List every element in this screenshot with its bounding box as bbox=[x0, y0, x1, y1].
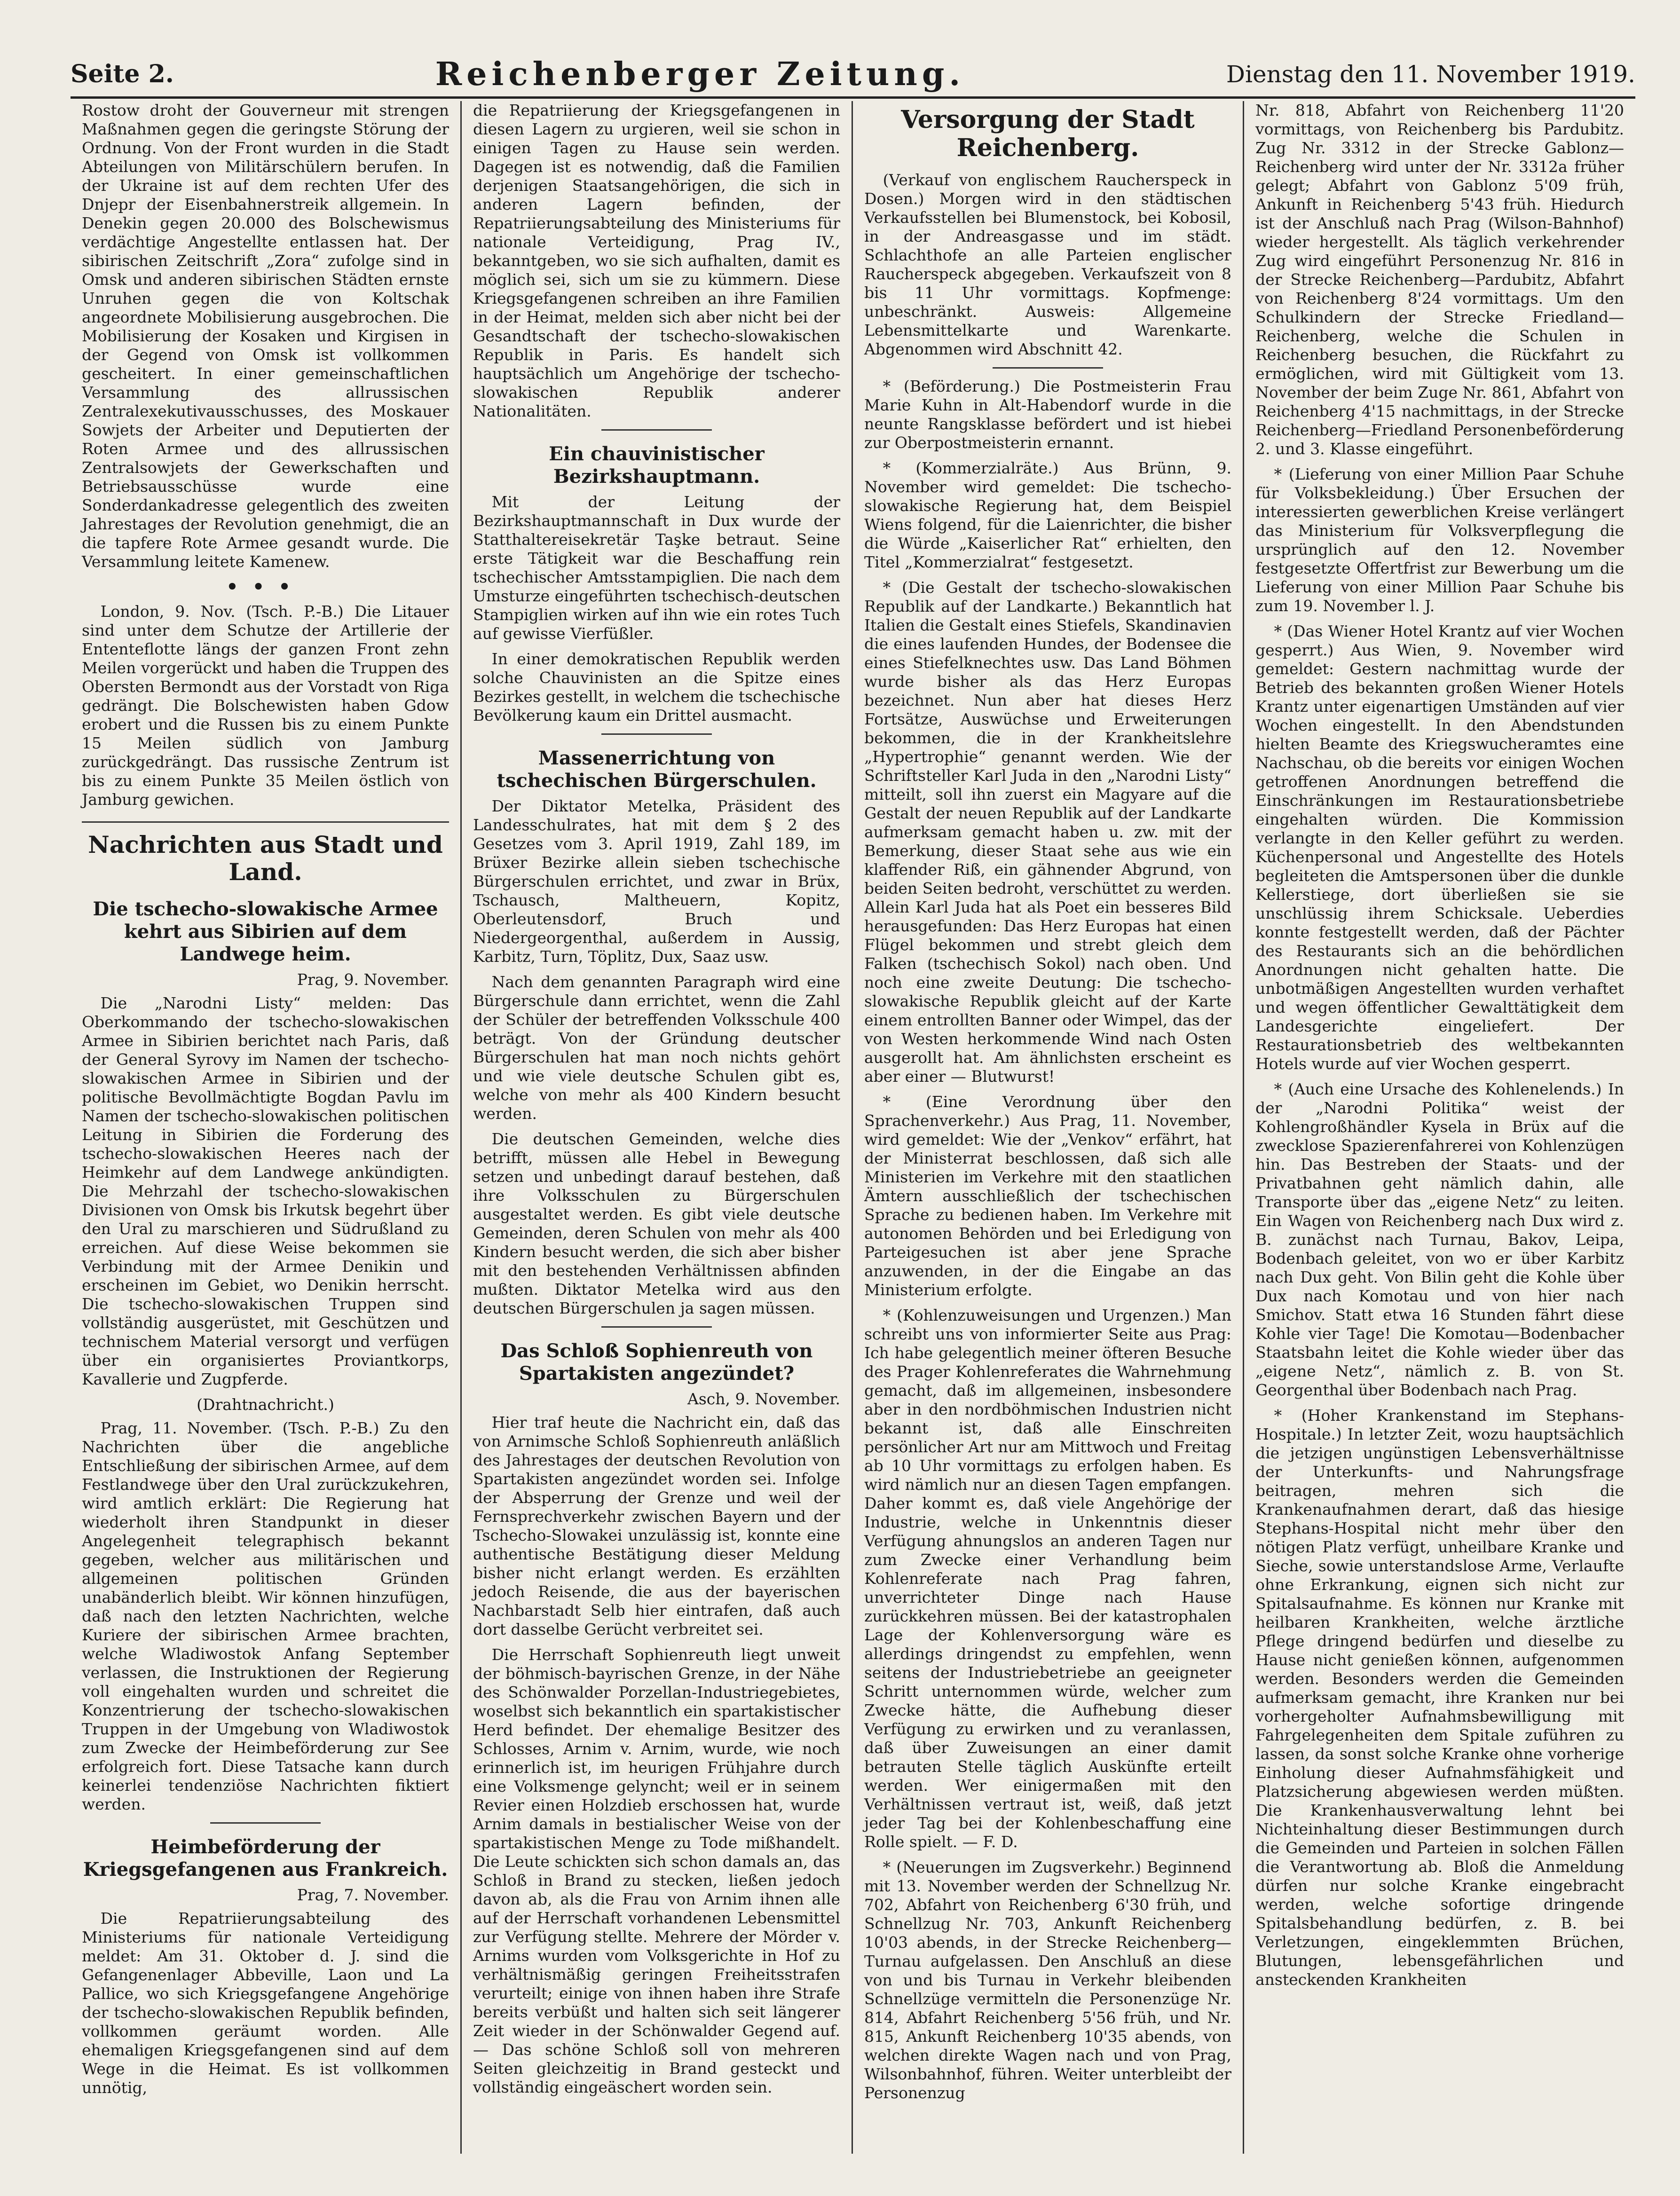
masthead-title: Reichenberger Zeitung. bbox=[435, 55, 965, 93]
article-paragraph: * (Kohlenzuweisungen und Urgenzen.) Man schreibt uns von informierter Seite aus Prag: Ich habe gelegentlich meiner öfteren Besuche des Prager Kohlenreferates die Wahrnehmung gemacht, daß im allgemeinen, insbesondere aber in den nordböhmischen Industrien nicht bekannt ist, daß alle Einschreiten persönlicher Art nur am Mittwoch und Freitag ab 10 Uhr vormittags zu erfolgen haben. Es wird nämlich nur an diesen Tagen empfangen. Daher kommt es, daß viele Angehörige der Industrie, welche in Unkenntnis dieser Verfügung ahnungslos an anderen Tagen nur zum Zwecke einer Verhandlung beim Kohlenreferate nach Prag fahren, unverrichteter Dinge nach Hause zurückkehren müssen. Bei der katastrophalen Lage der Kohlenversorgung wäre es allerdings dringendst zu empfehlen, wenn seitens der Industriebetriebe an geeigneter Schritt unternommen würde, welcher zum Zwecke hätte, die Aufhebung dieser Verfügung zu erwirken und zu veranlassen, daß über Zuweisungen an einer damit betrauten Stelle täglich Auskünfte erteilt werden. Wer einigermaßen mit den Verhältnissen vertraut ist, weiß, daß jetzt jeder Tag bei der Kohlenbeschaffung eine Rolle spielt. — F. D. bbox=[864, 1306, 1231, 1851]
article-paragraph: Rostow droht der Gouverneur mit strengen Maßnahmen gegen die geringste Störung der Ordnung. Von der Front wurden in die Stadt Abteilungen von Militärschülern berufen. In der Ukraine ist auf dem rechten Ufer des Dnjepr der Eisenbahnerstreik allgemein. In Denekin gegen 20.000 des Bolschewismus verdächtige Angestellte entlassen hat. Der sibirischen Zeitschrift „Zora“ zufolge sind in Omsk und anderen sibirischen Städten ernste Unruhen gegen die von Koltschak angeordnete Mobilisierung ausgebrochen. Die Mobilisierung der Kosaken und Kirgisen in der Gegend von Omsk ist vollkommen gescheitert. In einer gemeinschaftlichen Versammlung des allrussischen Zentralexekutivausschusses, des Moskauer Sowjets der Arbeiter und Deputierten der Roten Armee und des allrussischen Zentralsowjets der Gewerkschaften und Betriebsausschüsse wurde eine Sonderdankadresse gelegentlich des zweiten Jahrestages der Revolution genehmigt, die an die tapfere Rote Armee gesandt wurde. Die Versammlung leitete Kamenew. bbox=[82, 101, 449, 571]
article-paragraph: * (Neuerungen im Zugsverkehr.) Beginnend mit 13. November werden der Schnellzug Nr. 702, Abfahrt von Reichenberg 6'30 früh, und Schnellzug Nr. 703, Ankunft Reichenberg 10'03 abends, in der Strecke Reichenberg—Turnau aufgelassen. Den Anschluß an diese von und bis Turnau in Verkehr bleibenden Schnellzüge vermitteln die Personenzüge Nr. 814, Abfahrt Reichenberg 5'56 früh, und Nr. 815, Ankunft Reichenberg 10'35 abends, von welchen direkte Wagen nach und von Prag, Wilsonbahnhof, führen. Weiter unterbleibt der Personenzug bbox=[864, 1858, 1231, 2102]
dateline: Prag, 7. November. bbox=[297, 1886, 449, 1904]
divider bbox=[210, 1822, 320, 1824]
divider bbox=[993, 367, 1103, 369]
article-headline: Die tschecho-slowakische Armee kehrt aus Sibirien auf dem Landwege heim. bbox=[93, 898, 438, 965]
column-2 bbox=[462, 101, 853, 2154]
article-paragraph: Der Diktator Metelka, Präsident des Landesschulrates, hat mit dem § 2 des Gesetzes vom 3. April 1919, Zahl 189, im Brüxer Bezirke allein sieben tschechische Bürgerschulen errichtet, und zwar in Brüx, Tschausch, Maltheuern, Kopitz, Oberleutensdorf, Bruch und Niedergeorgenthal, außerdem in Aussig, Karbitz, Turn, Töplitz, Dux, Saaz usw. bbox=[473, 797, 840, 966]
article-paragraph: Nr. 818, Abfahrt von Reichenberg 11'20 vormittags, von Reichenberg bis Pardubitz. Zug Nr. 3312 in der Strecke Gablonz—Reichenberg wird unter der Nr. 3312a früher gelegt; Abfahrt von Gablonz 5'09 früh, Ankunft in Reichenberg 5'43 früh. Hiedurch ist der Anschluß nach Prag (Wilson-Bahnhof) wieder hergestellt. Als täglich verkehrender Zug wird eingeführt Personenzug Nr. 816 in der Strecke Reichenberg—Pardubitz, Abfahrt von Reichenberg 8'24 vormittags. Um den Schulkindern der Strecke Friedland—Reichenberg, welche die Schulen in Reichenberg besuchen, die Rückfahrt zu ermöglichen, wird mit Gültigkeit vom 13. November der beim Zuge Nr. 861, Abfahrt von Reichenberg 4'15 nachmittags, in der Strecke Reichenberg—Friedland Personenbeförderung 2. und 3. Klasse eingeführt. bbox=[1255, 101, 1624, 458]
divider bbox=[601, 429, 711, 431]
column-4 bbox=[1244, 101, 1635, 2154]
article-paragraph: * (Kommerzialräte.) Aus Brünn, 9. November wird gemeldet: Die tschecho-slowakische Regierung hat, dem Beispiel Wiens folgend, für die Laienrichter, die bisher die Würde „Kaiserlicher Rat“ erhielten, den Titel „Kommerzialrat“ festgesetzt. bbox=[864, 459, 1231, 571]
article-headline: Das Schloß Sophienreuth von Spartakisten angezündet? bbox=[500, 1340, 813, 1385]
dateline: Prag, 9. November. bbox=[297, 970, 449, 989]
article-paragraph: die Repatriierung der Kriegsgefangenen in diesen Lagern zu urgieren, weil sie schon in einigen Tagen zu Hause sein werden. Dagegen ist es notwendig, daß die Familien derjenigen Staatsangehörigen, die sich in anderen Lagern befinden, der Repatriierungsabteilung des Ministeriums für nationale Verteidigung, Prag IV., bekanntgeben, wo sie sich aufhalten, damit es möglich sei, sich um sie zu kümmern. Diese Kriegsgefangenen schreiben an ihre Familien in der Heimat, melden sich aber nicht bei der Gesandtschaft der tschecho-slowakischen Republik in Paris. Es handelt sich hauptsächlich um Angehörige der tschecho-slowakischen Republik anderer Nationalitäten. bbox=[473, 101, 840, 420]
article-headline: Heimbeförderung der Kriegsgefangenen aus Frankreich. bbox=[83, 1836, 448, 1881]
article-paragraph: * (Das Wiener Hotel Krantz auf vier Wochen gesperrt.) Aus Wien, 9. November wird gemeldet: Gestern nachmittag wurde der Betrieb des bekannten großen Wiener Hotels Krantz unter eigenartigen Umständen auf vier Wochen eingestellt. In den Abendstunden hielten Beamte des Kriegswucheramtes eine Nachschau, ob die bereits vor einigen Wochen getroffenen Anordnungen betreffend die Einschränkungen im Restaurationsbetriebe eingehalten würden. Die Kommission verlangte in den Keller geführt zu werden. Küchenpersonal und Angestellte des Hotels begleiteten die Amtspersonen über die dunkle Kellerstiege, dort überließen sie sie unschlüssig ihrem Schicksale. Ueberdies konnte festgestellt werden, daß der Pächter des Restaurants sich an die behördlichen Anordnungen nicht gehalten hatte. Die unbotmäßigen Angestellten wurden verhaftet und wegen öffentlicher Gewalttätigkeit dem Landesgerichte eingeliefert. Der Restaurationsbetrieb des weltbekannten Hotels wurde auf vier Wochen gesperrt. bbox=[1255, 622, 1624, 1073]
article-paragraph: * (Beförderung.) Die Postmeisterin Frau Marie Kuhn in Alt-Habendorf wurde in die neunte Rangsklasse befördert und ist hiebei zur Oberpostmeisterin ernannt. bbox=[864, 377, 1231, 452]
dateline: Asch, 9. November. bbox=[687, 1390, 840, 1408]
section-heading: Nachrichten aus Stadt und Land. bbox=[82, 821, 449, 886]
article-headline: Massenerrichtung von tschechischen Bürgerschulen. bbox=[497, 747, 817, 792]
article-paragraph: In einer demokratischen Republik werden solche Chauvinisten an die Spitze eines Bezirkes gestellt, in welchem die tschechische Bevölkerung kaum ein Drittel ausmacht. bbox=[473, 650, 840, 724]
separator: ••• bbox=[226, 576, 305, 598]
article-paragraph: Mit der Leitung der Bezirkshauptmannschaft in Dux wurde der Statthaltereisekretär Taşke betraut. Seine erste Tätigkeit war die Beschaffung rein tschechischer Amtsstampiglien. Die nach dem Umsturze eingeführten tschechisch-deutschen Stampiglien wirken auf ihn wie ein rotes Tuch auf gewisse Vierfüßler. bbox=[473, 493, 840, 643]
article-headline: Versorgung der Stadt Reichenberg. bbox=[901, 105, 1195, 162]
article-columns bbox=[71, 101, 1635, 2154]
article-paragraph: Die deutschen Gemeinden, welche dies betrifft, müssen alle Hebel in Bewegung setzen und unbedingt darauf bestehen, daß ihre Volksschulen zu Bürgerschulen ausgestaltet werden. Es gibt viele deutsche Gemeinden, deren Schulen von mehr als 400 Kindern besucht werden, die sich aber bisher mit den bestehenden Verhältnissen abfinden mußten. Diktator Metelka wird aus den deutschen Bürgerschulen ja sagen müssen. bbox=[473, 1130, 840, 1317]
article-paragraph: Die Repatriierungsabteilung des Ministeriums für nationale Verteidigung meldet: Am 31. Oktober d. J. sind die Gefangenenlager Abbeville, Laon und La Pallice, wo sich Kriegsgefangene Angehörige der tschecho-slowakischen Republik befinden, vollkommen geräumt worden. Alle ehemaligen Kriegsgefangenen sind auf dem Wege in die Heimat. Es ist vollkommen unnötig, bbox=[82, 1909, 449, 2097]
article-paragraph: * (Eine Verordnung über den Sprachenverkehr.) Aus Prag, 11. November, wird gemeldet: Wie der „Venkov“ erfährt, hat der Ministerrat beschlossen, daß sich alle Ministerien im Verkehre mit den staatlichen Ämtern ausschließlich der tschechischen Sprache zu bedienen haben. Im Verkehre mit autonomen Behörden und bei Erledigung von Parteigesuchen ist aber jene Sprache anzuwenden, in der die Eingabe an das Ministerium erfolgte. bbox=[864, 1093, 1231, 1299]
article-paragraph: Die „Narodni Listy“ melden: Das Oberkommando der tschecho-slowakischen Armee in Sibirien berichtet nach Paris, daß der General Syrovy im Namen der tschecho-slowakischen Armee in Sibirien und der politische Bevollmächtigte Bogdan Pavlu im Namen der tschecho-slowakischen politischen Leitung in Sibirien die Forderung des tschecho-slowakischen Heeres nach der Heimkehr auf dem Landwege ankündigten. Die Mehrzahl der tschecho-slowakischen Divisionen von Omsk bis Irkutsk begehrt über den Ural zu marschieren und Südrußland zu erreichen. Auf diese Weise bekommen sie Verbindung mit der Armee Denikin und erscheinen im Gebiet, wo Denikin herrscht. Die tschecho-slowakischen Truppen sind vollständig ausgerüstet, mit Geschützen und technischem Material versorgt und verfügen über ein organisiertes Proviantkorps, Kavallerie und Zugpferde. bbox=[82, 994, 449, 1388]
divider bbox=[601, 733, 711, 735]
article-paragraph: * (Auch eine Ursache des Kohlenelends.) In der „Narodni Politika“ weist der Kohlengroßhändler Kysela in Brüx auf die zwecklose Spazierenfahrerei von Kohlenzügen hin. Das Bestreben der Staats- und der Privatbahnen geht nämlich dahin, alle Transporte über das „eigene Netz“ zu leiten. Ein Wagen von Reichenberg nach Dux wird z. B. zunächst nach Turnau, Bakov, Leipa, Bodenbach geleitet, von wo er über Karbitz nach Dux geht. Von Bilin geht die Kohle über Dux nach Komotau und von hier nach Smichov. Statt etwa 16 Stunden fährt diese Kohle vier Tage! Die Komotau—Bodenbacher Staatsbahn leitet die Kohle wieder über das „eigene Netz“, nämlich z. B. von St. Georgenthal über Bodenbach nach Prag. bbox=[1255, 1080, 1624, 1399]
article-paragraph: (Verkauf von englischem Raucherspeck in Dosen.) Morgen wird in den städtischen Verkaufsstellen bei Blumenstock, bei Kobosil, in der Andreasgasse und im städt. Schlachthofe an alle Parteien englischer Raucherspeck abgegeben. Verkaufszeit von 8 bis 11 Uhr vormittags. Kopfmenge: unbeschränkt. Ausweis: Allgemeine Lebensmittelkarte und Warenkarte. Abgenommen wird Abschnitt 42. bbox=[864, 171, 1231, 358]
page-number: Seite 2. bbox=[71, 60, 174, 88]
article-paragraph: Hier traf heute die Nachricht ein, daß das von Arnimsche Schloß Sophienreuth anläßlich des Jahrestages der deutschen Revolution von Spartakisten angezündet worden sei. Infolge der Absperrung der Grenze und weil der Fernsprechverkehr zwischen Bayern und der Tschecho-Slowakei unzulässig ist, konnte eine authentische Bestätigung dieser Meldung bisher nicht erlangt werden. Es erzählten jedoch Reisende, die aus der bayerischen Nachbarstadt Selb hier eintrafen, daß auch dort dasselbe Gerücht verbreitet sei. bbox=[473, 1413, 840, 1638]
article-paragraph: Die Herrschaft Sophienreuth liegt unweit der böhmisch-bayrischen Grenze, in der Nähe des Schönwalder Porzellan-Industriegebietes, woselbst sich bekanntlich ein spartakistischer Herd befindet. Der ehemalige Besitzer des Schlosses, Arnim v. Arnim, wurde, wie noch erinnerlich ist, im heurigen Frühjahre durch eine Volksmenge gelyncht; weil er in seinem Revier einen Holzdieb erschossen hat, wurde Arnim damals in bestialischer Weise von der spartakistischen Menge zu Tode mißhandelt. Die Leute schickten sich schon damals an, das Schloß in Brand zu stecken, ließen jedoch davon ab, als die Frau von Arnim ihnen alle auf der Herrschaft vorhandenen Lebensmittel zur Verfügung stellte. Mehrere der Mörder v. Arnims wurden vom Volksgerichte in Hof zu verhältnismäßig geringen Freiheitsstrafen verurteilt; einige von ihnen haben ihre Strafe bereits verbüßt und halten sich seit längerer Zeit wieder in der Schönwalder Gegend auf. — Das schöne Schloß soll von mehreren Seiten gleichzeitig in Brand gesteckt und vollständig eingeäschert worden sein. bbox=[473, 1645, 840, 2096]
article-paragraph: Prag, 11. November. (Tsch. P.-B.) Zu den Nachrichten über die angebliche Entschließung der sibirischen Armee, auf dem Festlandwege über den Ural zurückzukehren, wird amtlich erklärt: Die Regierung hat wiederholt ihren Standpunkt in dieser Angelegenheit telegraphisch bekannt gegeben, welcher aus militärischen und allgemeinen politischen Gründen unabänderlich bleibt. Wir können hinzufügen, daß nach den letzten Nachrichten, welche Kuriere der sibirischen Armee brachten, welche Wladiwostok Anfang September verlassen, die Instruktionen der Regierung voll eingehalten wurden und schreitet die Konzentrierung der tschecho-slowakischen Truppen in der Umgebung von Wladiwostok zum Zwecke der Heimbeförderung zur See erfolgreich fort. Diese Tatsache kann durch keinerlei tendenziöse Nachrichten fiktiert werden. bbox=[82, 1419, 449, 1813]
page-header bbox=[71, 52, 1635, 99]
divider bbox=[601, 1326, 711, 1328]
article-paragraph: Nach dem genannten Paragraph wird eine Bürgerschule dann errichtet, wenn die Zahl der Schüler der betreffenden Volksschule 400 beträgt. Von der Gründung deutscher Bürgerschulen hat man noch nichts gehört und wie viele deutsche Schulen gibt es, welche von mehr als 400 Kindern besucht werden. bbox=[473, 973, 840, 1123]
dateline: (Drahtnachricht.) bbox=[197, 1395, 334, 1414]
article-paragraph: * (Hoher Krankenstand im Stephans-Hospitale.) In letzter Zeit, wozu hauptsächlich die jetzigen ungünstigen Lebensverhältnisse der Unterkunfts- und Nahrungsfrage beitragen, mehren sich die Krankenaufnahmen derart, daß das hiesige Stephans-Hospital nicht mehr über den nötigen Platz verfügt, unheilbare Kranke und Sieche, sowie unterstandslose Arme, Verlaufte ohne Erkrankung, eignen sich nicht zur Spitalsaufnahme. Es können nur Kranke mit heilbaren Krankheiten, welche ärztliche Pflege dringend bedürfen und dieselbe zu Hause nicht genießen können, aufgenommen werden. Besonders werden die Gemeinden aufmerksam gemacht, ihre Kranken nur bei vorhergeholter Aufnahmsbewilligung mit Fahrgelegenheiten dem Spitale zuführen zu lassen, da sonst solche Kranke ohne vorherige Einholung dieser Aufnahmsfähigkeit und Platzsicherung abgewiesen werden müßten. Die Krankenhausverwaltung lehnt bei Nichteinhaltung dieser Bestimmungen durch die Gemeinden und Parteien in solchen Fällen die Verantwortung ab. Bloß die Anmeldung dürfen nur solche Kranke eingebracht werden, welche sofortige dringende Spitalsbehandlung bedürfen, z. B. bei Verletzungen, eingeklemmten Brüchen, Blutungen, lebensgefährlichen und ansteckenden Krankheiten bbox=[1255, 1406, 1624, 1989]
article-paragraph: * (Die Gestalt der tschecho-slowakischen Republik auf der Landkarte.) Bekanntlich hat Italien die Gestalt eines Stiefels, Skandinavien die eines laufenden Hundes, der Bodensee die eines Stiefelknechtes usw. Das Land Böhmen wurde bisher als das Herz Europas bezeichnet. Nun aber hat dieses Herz Fortsätze, Auswüchse und Erweiterungen bekommen, die in der Krankheitslehre „Hypertrophie“ genannt werden. Wie der Schriftsteller Karl Juda in den „Narodni Listy“ mitteilt, soll ihn zuerst ein Magyare auf die Gestalt der neuen Republik auf der Landkarte aufmerksam gemacht haben u. zw. mit der Bemerkung, dieser Staat sehe aus wie ein klaffender Riß, ein gähnender Abgrund, von beiden Seiten bedroht, verschüttet zu werden. Allein Karl Juda hat als Poet ein besseres Bild herausgefunden: Das Herz Europas hat einen Flügel bekommen und strebt gleich dem Falken (tschechisch Sokol) nach oben. Und noch eine zweite Deutung: Die tschecho-slowakische Republik gleicht auf der Karte einem entrollten Banner oder Wimpel, das der von Westen herkommende Wind nach Osten ausgerollt hat. Am ähnlichsten erscheint es aber einer — Blutwurst! bbox=[864, 578, 1231, 1086]
article-paragraph: * (Lieferung von einer Million Paar Schuhe für Volksbekleidung.) Über Ersuchen der interessierten gewerblichen Kreise verlängert das Ministerium für Volksverpflegung die ursprünglich auf den 12. November festgesetzte Offertfrist zur Bewerbung um die Lieferung von einer Million Paar Schuhe bis zum 19. November l. J. bbox=[1255, 465, 1624, 615]
column-1 bbox=[71, 101, 462, 2154]
article-headline: Ein chauvinistischer Bezirkshauptmann. bbox=[549, 443, 765, 488]
article-paragraph: London, 9. Nov. (Tsch. P.-B.) Die Litauer sind unter dem Schutze der Artillerie der Ententeflotte längs der ganzen Front zehn Meilen vorgerückt und haben die Truppen des Obersten Bermondt aus der Vorstadt von Riga gedrängt. Die Bolschewisten haben Gdow erobert und die Russen bis zu einem Punkte 15 Meilen südlich von Jamburg zurückgedrängt. Das russische Zentrum ist bis zu einem Punkte 35 Meilen östlich von Jamburg gewichen. bbox=[82, 602, 449, 809]
issue-date: Dienstag den 11. November 1919. bbox=[1226, 60, 1635, 88]
column-3 bbox=[853, 101, 1244, 2154]
